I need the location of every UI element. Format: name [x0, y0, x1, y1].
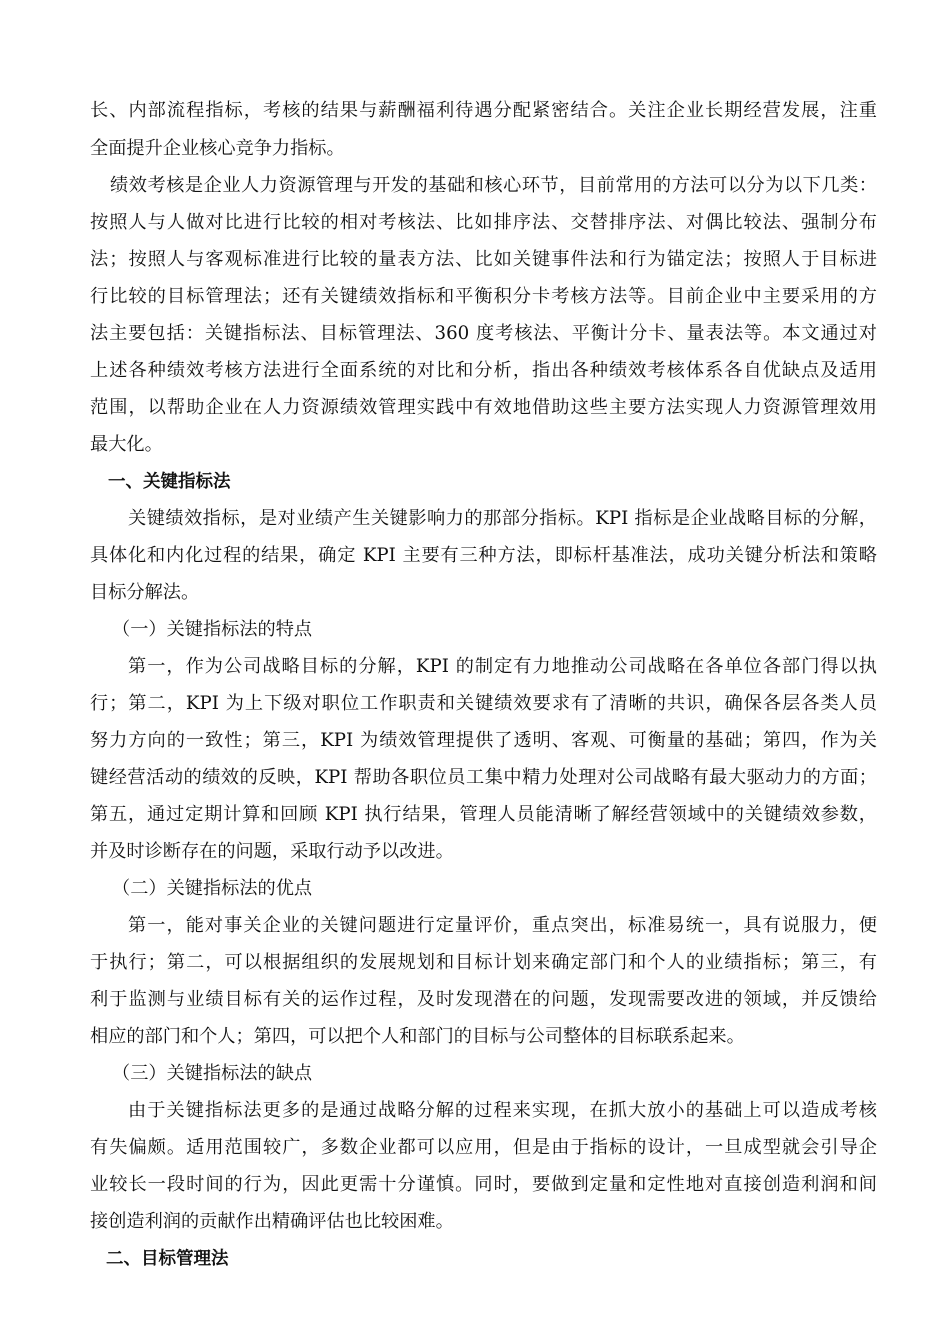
section-2-heading: 二、目标管理法 — [106, 1249, 229, 1269]
section-1-line-3: 目标分解法。 — [90, 582, 200, 603]
section-1-line-1: 关键绩效指标，是对业绩产生关键影响力的那部分指标。KPI 指标是企业战略目标的分解， — [128, 508, 877, 529]
subsection-2-heading: （二）关键指标法的优点 — [112, 878, 313, 899]
subsection-2-line-1: 第一，能对事关企业的关键问题进行定量评价，重点突出，标准易统一，具有说服力，便 — [128, 915, 877, 936]
section-1-heading: 一、关键指标法 — [108, 472, 231, 492]
section-1-line-2: 具体化和内化过程的结果，确定 KPI 主要有三种方法，即标杆基准法，成功关键分析法和策略 — [90, 545, 877, 566]
subsection-1-line-2: 行；第二，KPI 为上下级对职位工作职责和关键绩效要求有了清晰的共识，确保各层各类人员 — [90, 693, 877, 714]
subsection-1-line-1: 第一，作为公司战略目标的分解，KPI 的制定有力地推动公司战略在各单位各部门得以执 — [128, 656, 877, 677]
subsection-1-line-6: 并及时诊断存在的问题，采取行动予以改进。 — [90, 841, 454, 862]
subsection-1-line-5: 第五，通过定期计算和回顾 KPI 执行结果，管理人员能清晰了解经营领域中的关键绩效参数， — [90, 804, 877, 825]
intro-p1-line-2: 全面提升企业核心竞争力指标。 — [90, 138, 345, 159]
subsection-1-line-3: 努力方向的一致性；第三，KPI 为绩效管理提供了透明、客观、可衡量的基础；第四，作为关 — [90, 730, 877, 751]
subsection-3-heading: （三）关键指标法的缺点 — [112, 1063, 313, 1084]
intro-p2-line-2: 按照人与人做对比进行比较的相对考核法、比如排序法、交替排序法、对偶比较法、强制分布 — [90, 212, 877, 233]
subsection-3-line-2: 有失偏颇。适用范围较广，多数企业都可以应用，但是由于指标的设计，一旦成型就会引导企 — [90, 1137, 877, 1158]
subsection-3-line-1: 由于关键指标法更多的是通过战略分解的过程来实现，在抓大放小的基础上可以造成考核 — [128, 1100, 877, 1121]
intro-p2-line-7: 范围，以帮助企业在人力资源绩效管理实践中有效地借助这些主要方法实现人力资源管理效用 — [90, 397, 877, 418]
intro-p2-line-1: 绩效考核是企业人力资源管理与开发的基础和核心环节，目前常用的方法可以分为以下几类： — [110, 175, 877, 196]
subsection-3-line-4: 接创造利润的贡献作出精确评估也比较困难。 — [90, 1211, 454, 1232]
intro-p2-line-6: 上述各种绩效考核方法进行全面系统的对比和分析，指出各种绩效考核体系各自优缺点及适用 — [90, 360, 877, 381]
subsection-3-line-3: 业较长一段时间的行为，因此更需十分谨慎。同时，要做到定量和定性地对直接创造利润和间 — [90, 1174, 877, 1195]
intro-p1-line-1: 长、内部流程指标，考核的结果与薪酬福利待遇分配紧密结合。关注企业长期经营发展，注重 — [90, 100, 877, 121]
subsection-1-line-4: 键经营活动的绩效的反映，KPI 帮助各职位员工集中精力处理对公司战略有最大驱动力的方面； — [90, 767, 877, 788]
subsection-2-line-2: 于执行；第二，可以根据组织的发展规划和目标计划来确定部门和个人的业绩指标；第三，有 — [90, 952, 877, 973]
subsection-1-heading: （一）关键指标法的特点 — [112, 619, 313, 640]
subsection-2-line-4: 相应的部门和个人；第四，可以把个人和部门的目标与公司整体的目标联系起来。 — [90, 1026, 745, 1047]
intro-p2-line-8: 最大化。 — [90, 434, 163, 455]
intro-p2-line-4: 行比较的目标管理法；还有关键绩效指标和平衡积分卡考核方法等。目前企业中主要采用的方 — [90, 286, 877, 307]
subsection-2-line-3: 利于监测与业绩目标有关的运作过程，及时发现潜在的问题，发现需要改进的领域，并反馈给 — [90, 989, 877, 1010]
intro-p2-line-5: 法主要包括：关键指标法、目标管理法、360 度考核法、平衡计分卡、量表法等。本文通过对 — [90, 323, 877, 344]
intro-p2-line-3: 法；按照人与客观标准进行比较的量表方法、比如关键事件法和行为锚定法；按照人于目标进 — [90, 249, 877, 270]
